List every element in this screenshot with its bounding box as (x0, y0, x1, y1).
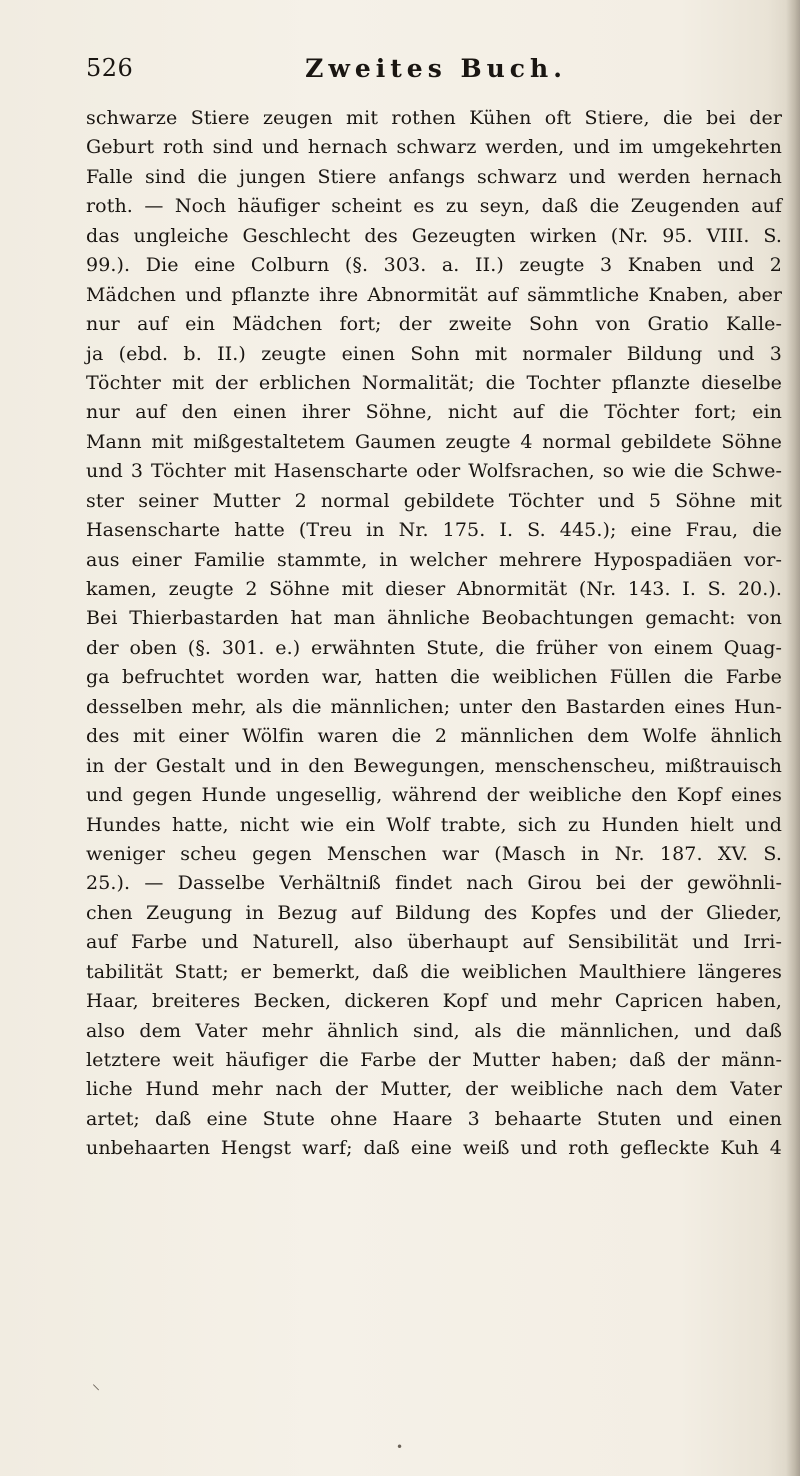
text-line: in der Gestalt und in den Bewegungen, menschenscheu, mißtrauisch (86, 754, 782, 777)
text-line: Bei Thierbastarden hat man ähnliche Beobachtungen gemacht: von (86, 607, 782, 630)
text-line: Töchter mit der erblichen Normalität; die Tochter pflanzte dieselbe (86, 371, 782, 394)
text-line: roth. — Noch häufiger scheint es zu seyn, daß die Zeugenden auf (86, 195, 782, 218)
text-line: Hundes hatte, nicht wie ein Wolf trabte, sich zu Hunden hielt und (86, 813, 782, 836)
text-line: und gegen Hunde ungesellig, während der weibliche den Kopf eines (86, 784, 782, 807)
stray-dot-icon: • (396, 1440, 404, 1454)
text-line: Hasenscharte hatte (Treu in Nr. 175. I. S. 445.); eine Frau, die (86, 519, 782, 542)
text-line: weniger scheu gegen Menschen war (Masch in Nr. 187. XV. S. (86, 842, 782, 865)
text-line: ster seiner Mutter 2 normal gebildete Töchter und 5 Söhne mit (86, 489, 782, 512)
running-title: Zweites Buch. (305, 54, 567, 83)
text-line: liche Hund mehr nach der Mutter, der weibliche nach dem Vater (86, 1078, 782, 1101)
text-line: ga befruchtet worden war, hatten die weiblichen Füllen die Farbe (86, 666, 782, 689)
text-line: auf Farbe und Naturell, also überhaupt auf Sensibilität und Irri- (86, 931, 782, 954)
text-line: nur auf den einen ihrer Söhne, nicht auf die Töchter fort; ein (86, 401, 782, 424)
text-line: nur auf ein Mädchen fort; der zweite Sohn von Gratio Kalle- (86, 313, 782, 336)
page-number: 526 (86, 54, 134, 82)
text-line: aus einer Familie stammte, in welcher mehrere Hypospadiäen vor- (86, 548, 782, 571)
text-line: also dem Vater mehr ähnlich sind, als die männlichen, und daß (86, 1019, 782, 1042)
text-line: artet; daß eine Stute ohne Haare 3 behaarte Stuten und einen (86, 1107, 782, 1130)
text-line: ja (ebd. b. II.) zeugte einen Sohn mit normaler Bildung und 3 (86, 342, 782, 365)
page-header (86, 54, 786, 94)
text-line: kamen, zeugte 2 Söhne mit dieser Abnormität (Nr. 143. I. S. 20.). (86, 578, 782, 600)
body-text (86, 104, 782, 1164)
text-line: Haar, breiteres Becken, dickeren Kopf und mehr Capricen haben, (86, 990, 782, 1013)
text-line: das ungleiche Geschlecht des Gezeugten wirken (Nr. 95. VIII. S. (86, 224, 782, 247)
text-line: Mädchen und pflanzte ihre Abnormität auf sämmtliche Knaben, aber (86, 283, 782, 306)
text-line: tabilität Statt; er bemerkt, daß die weiblichen Maulthiere längeres (86, 960, 782, 983)
text-line: des mit einer Wölfin waren die 2 männlichen dem Wolfe ähnlich (86, 725, 782, 748)
text-line: schwarze Stiere zeugen mit rothen Kühen oft Stiere, die bei der (86, 107, 782, 129)
page-edge-shadow (786, 0, 800, 1476)
text-line: 99.). Die eine Colburn (§. 303. a. II.) zeugte 3 Knaben und 2 (86, 254, 782, 277)
text-line: Mann mit mißgestaltetem Gaumen zeugte 4 normal gebildete Söhne (86, 430, 782, 453)
text-line: und 3 Töchter mit Hasenscharte oder Wolfsrachen, so wie die Schwe- (86, 460, 782, 483)
text-line: Geburt roth sind und hernach schwarz werden, und im umgekehrten (86, 136, 782, 159)
text-line: 25.). — Dasselbe Verhältniß findet nach Girou bei der gewöhnli- (86, 872, 782, 895)
text-line: desselben mehr, als die männlichen; unter den Bastarden eines Hun- (86, 695, 782, 718)
text-line: letztere weit häufiger die Farbe der Mutter haben; daß der männ- (86, 1049, 782, 1071)
text-line: der oben (§. 301. e.) erwähnten Stute, die früher von einem Quag- (86, 636, 782, 659)
text-line: unbehaarten Hengst warf; daß eine weiß und roth gefleckte Kuh 4 (86, 1137, 782, 1160)
text-line: Falle sind die jungen Stiere anfangs schwarz und werden hernach (86, 165, 782, 188)
text-line: chen Zeugung in Bezug auf Bildung des Kopfes und der Glieder, (86, 901, 782, 924)
stray-mark-icon: ⸜ (92, 1374, 101, 1393)
